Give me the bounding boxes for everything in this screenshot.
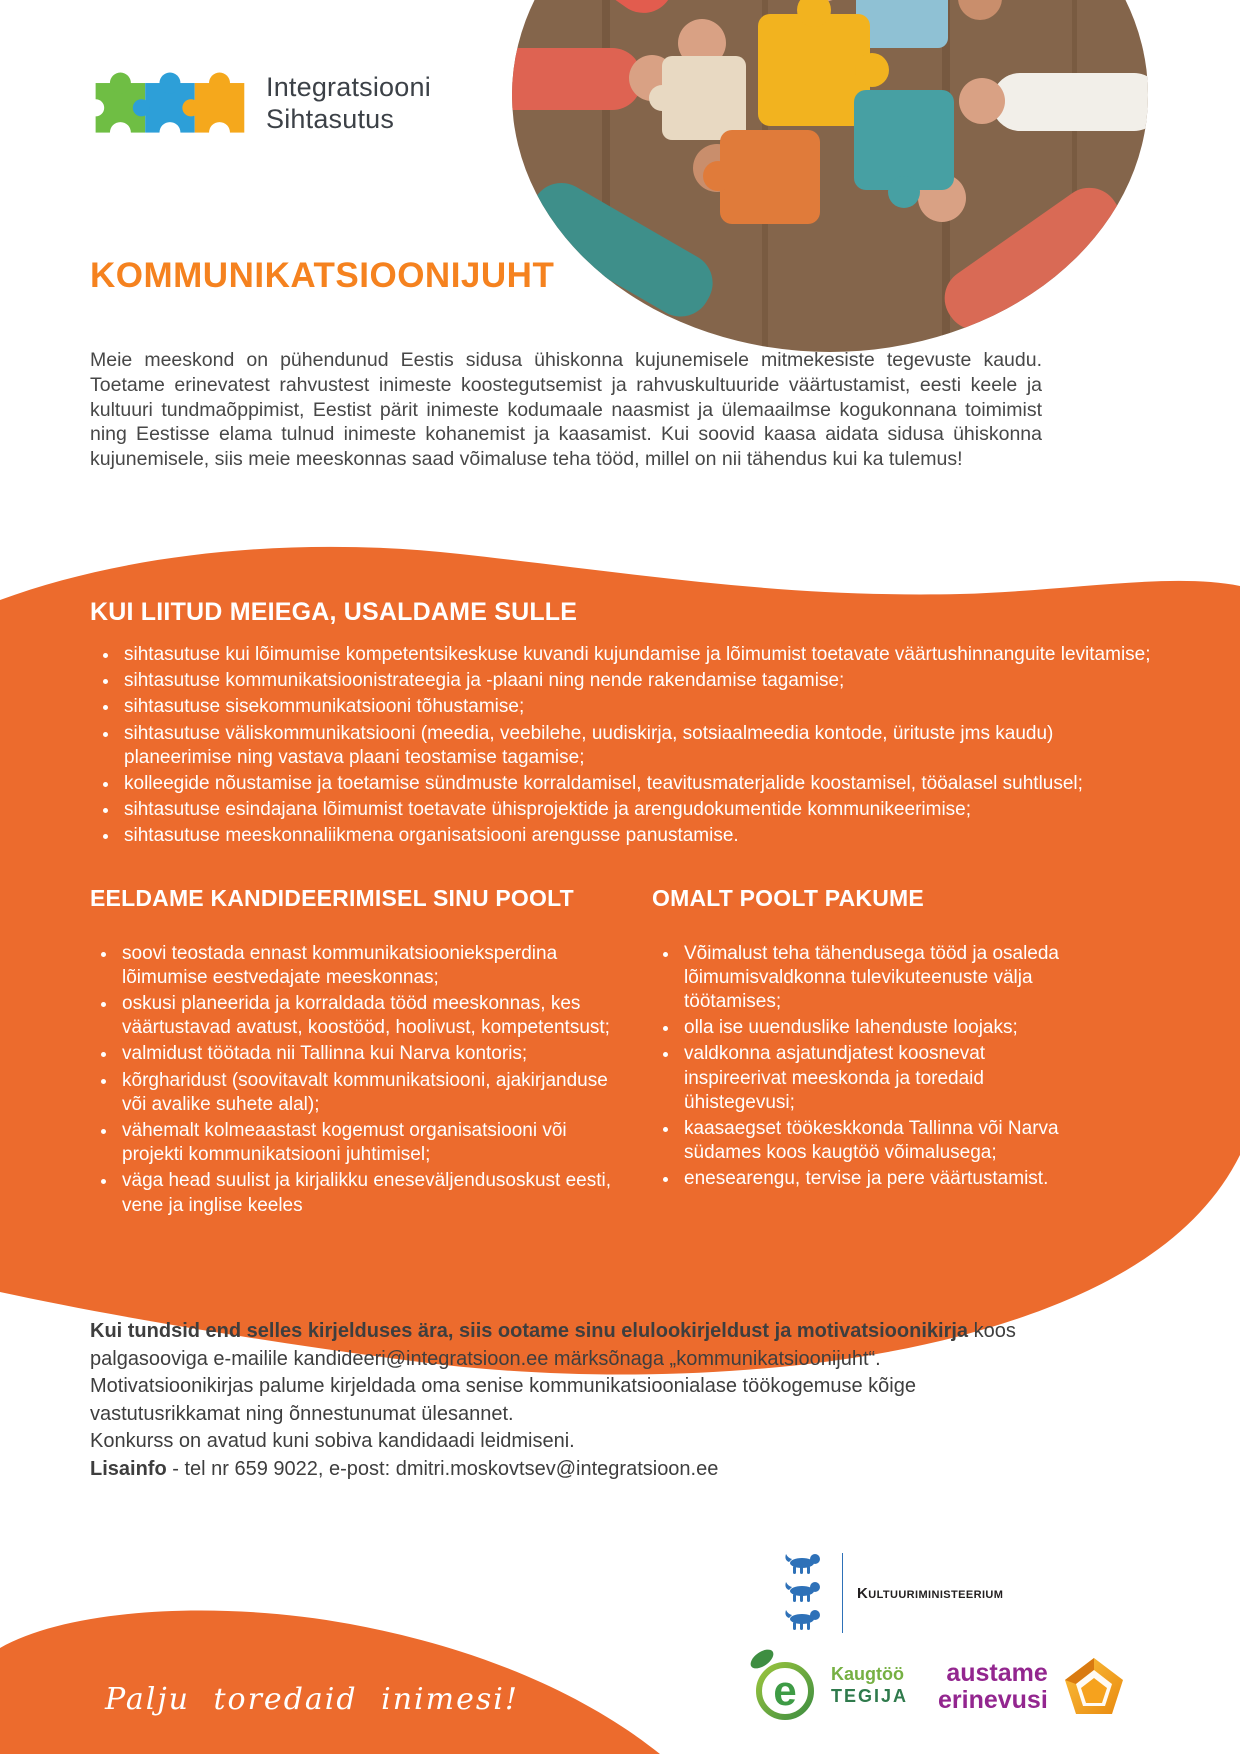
list-item: • sihtasutuse kommunikatsioonistrateegia ja -plaani ning nende rakendamise tagamise;: [120, 669, 1152, 693]
orange-band-content: [90, 598, 1152, 1220]
list-item: • olla ise uuenduslike lahenduste loojaks;: [680, 1016, 1072, 1040]
puzzle-logo-icon: [88, 56, 250, 152]
austame-label: austame: [946, 1659, 1048, 1687]
list-item: • kaasaegset töökeskkonda Tallinna või Narva südames koos kaugtöö võimalusega;: [680, 1117, 1072, 1165]
header: [88, 56, 431, 152]
expect-column: [90, 885, 620, 1220]
application-line: [90, 1456, 1050, 1484]
list-item: • väga head suulist ja kirjalikku eneseväljendusoskust eesti, vene ja inglise keeles: [118, 1169, 620, 1217]
handwritten-slogan: Palju toredaid inimesi!: [105, 1682, 519, 1717]
erinevusi-label: erinevusi: [938, 1686, 1048, 1714]
kaugtoo-label: Kaugtöö: [831, 1663, 904, 1684]
ministry-label: Kultuuriministeerium: [857, 1584, 1004, 1602]
list-item: • Võimalust teha tähendusega tööd ja osaleda lõimumisvaldkonna tulevikuteenuste välja töötamises;: [680, 942, 1072, 1015]
trust-bullet-list: [90, 643, 1152, 849]
application-lead-rest: koos: [968, 1320, 1016, 1342]
austame-text: [938, 1660, 1048, 1714]
expect-section-heading: EELDAME KANDIDEERIMISEL SINU POOLT: [90, 884, 574, 911]
list-item: • sihtasutuse meeskonnaliikmena organisatsiooni arengusse panustamise.: [120, 824, 1152, 848]
offer-section-heading: OMALT POOLT PAKUME: [652, 884, 924, 911]
contact-label: Lisainfo: [90, 1457, 167, 1480]
list-item: • valdkonna asjatundjatest koosnevat inspireerivat meeskonda ja toredaid ühistegevusi;: [680, 1042, 1072, 1115]
hands-puzzle-illustration: [512, 0, 1148, 352]
application-email-suffix: märksõnaga „kommunikatsioonijuht“.: [548, 1347, 881, 1370]
kaugtoo-e-icon: [745, 1646, 823, 1724]
offer-column: [652, 885, 1072, 1220]
list-item: • kõrgharidust (soovitavalt kommunikatsiooni, ajakirjanduse või avalike suhete alal);: [118, 1069, 620, 1117]
org-name-line1: Integratsiooni: [266, 72, 431, 103]
application-email-prefix: palgasooviga e-mailile: [90, 1347, 294, 1370]
contact-email-link[interactable]: dmitri.moskovtsev@integratsioon.ee: [395, 1457, 719, 1480]
corner-blob-shape: [0, 1604, 700, 1754]
list-item: • kolleegide nõustamise ja toetamise sündmuste korraldamisel, teavitusmaterjalide koostamisel, tööalasel suhtlusel;: [120, 772, 1152, 796]
application-info: [90, 1318, 1050, 1483]
application-line: [90, 1346, 1050, 1374]
austame-erinevusi-logo: [938, 1656, 1126, 1718]
list-item: • sihtasutuse kui lõimumise kompetentsikeskuse kuvandi kujundamise ja lõimumist toetavate väärtushinnanguite levitamise;: [120, 643, 1152, 667]
kaugtoo-text: [831, 1663, 908, 1708]
list-item: • sihtasutuse väliskommunikatsiooni (meedia, veebilehe, uudiskirja, sotsiaalmeedia kontode, ürituste jms kaudu) planeerimise ning vastava plaani teostamise tagamise;: [120, 722, 1152, 770]
ministry-logo: [782, 1550, 1003, 1636]
list-item: • valmidust töötada nii Tallinna kui Narva kontoris;: [118, 1042, 620, 1066]
intro-paragraph: Meie meeskond on pühendunud Eestis sidusa ühiskonna kujunemisele mitmekesiste tegevuste kaudu. Toetame erinevatest rahvustest inimeste koostegutsemist ja rahvuskultuuride väärtustamist, eesti keele ja kultuuri tundmaõppimist, Eestist pärit inimeste kodumaale naasmist ja ülemaailmse kogukonnana toimimist ning Eestisse elama tulnud inimeste kohanemist ja kaasamist. Kui soovid kaasa aidata sidusa ühiskonna kujunemisele, siis meie meeskonnas saad võimaluse teha tööd, millel on nii tähendus kui ka tulemus!: [90, 349, 1042, 471]
application-line: [90, 1318, 1050, 1346]
application-line: vastutusrikkamat ning õnnestunumat ülesannet.: [90, 1402, 514, 1425]
offer-bullet-list: [652, 942, 1072, 1192]
svg-text:e: e: [773, 1667, 797, 1714]
list-item: • enesearengu, tervise ja pere väärtustamist.: [680, 1167, 1072, 1191]
two-column-section: [90, 885, 1152, 1220]
application-lead-bold: Kui tundsid end selles kirjelduses ära, siis ootame sinu elulookirjeldust ja motivatsioonikirja: [90, 1320, 969, 1342]
kaugtoo-tegija-logo: [745, 1646, 908, 1724]
application-line: Motivatsioonikirjas palume kirjeldada oma senise kommunikatsioonialase töökogemuse kõige: [90, 1375, 916, 1397]
ministry-divider: [842, 1553, 843, 1633]
expect-bullet-list: [90, 942, 620, 1218]
list-item: • soovi teostada ennast kommunikatsioonieksperdina lõimumise eestvedajate meeskonnas;: [118, 942, 620, 990]
austame-pentagon-icon: [1062, 1656, 1126, 1718]
list-item: • sihtasutuse sisekommunikatsiooni tõhustamise;: [120, 695, 1152, 719]
list-item: • vähemalt kolmeaastast kogemust organisatsiooni või projekti kommunikatsiooni juhtimisel;: [118, 1119, 620, 1167]
application-line: Konkurss on avatud kuni sobiva kandidaadi leidmiseni.: [90, 1430, 575, 1452]
org-name-line2: Sihtasutus: [266, 104, 395, 134]
trust-section-heading: KUI LIITUD MEIEGA, USALDAME SULLE: [90, 598, 578, 626]
list-item: • oskusi planeerida ja korraldada tööd meeskonnas, kes väärtustavad avatust, koostööd, hoolivust, kompetentsust;: [118, 992, 620, 1040]
page-title: KOMMUNIKATSIOONIJUHT: [90, 256, 555, 295]
tegija-label: TEGIJA: [831, 1686, 909, 1706]
estonian-lions-icon: [782, 1550, 828, 1636]
team-hands-puzzle-photo: [512, 0, 1148, 352]
application-email-link[interactable]: kandideeri@integratsioon.ee: [293, 1347, 549, 1370]
org-name: [266, 72, 431, 136]
list-item: • sihtasutuse esindajana lõimumist toetavate ühisprojektide ja arengudokumentide kommunikeerimise;: [120, 798, 1152, 822]
contact-details: - tel nr 659 9022, e-post:: [166, 1457, 396, 1480]
